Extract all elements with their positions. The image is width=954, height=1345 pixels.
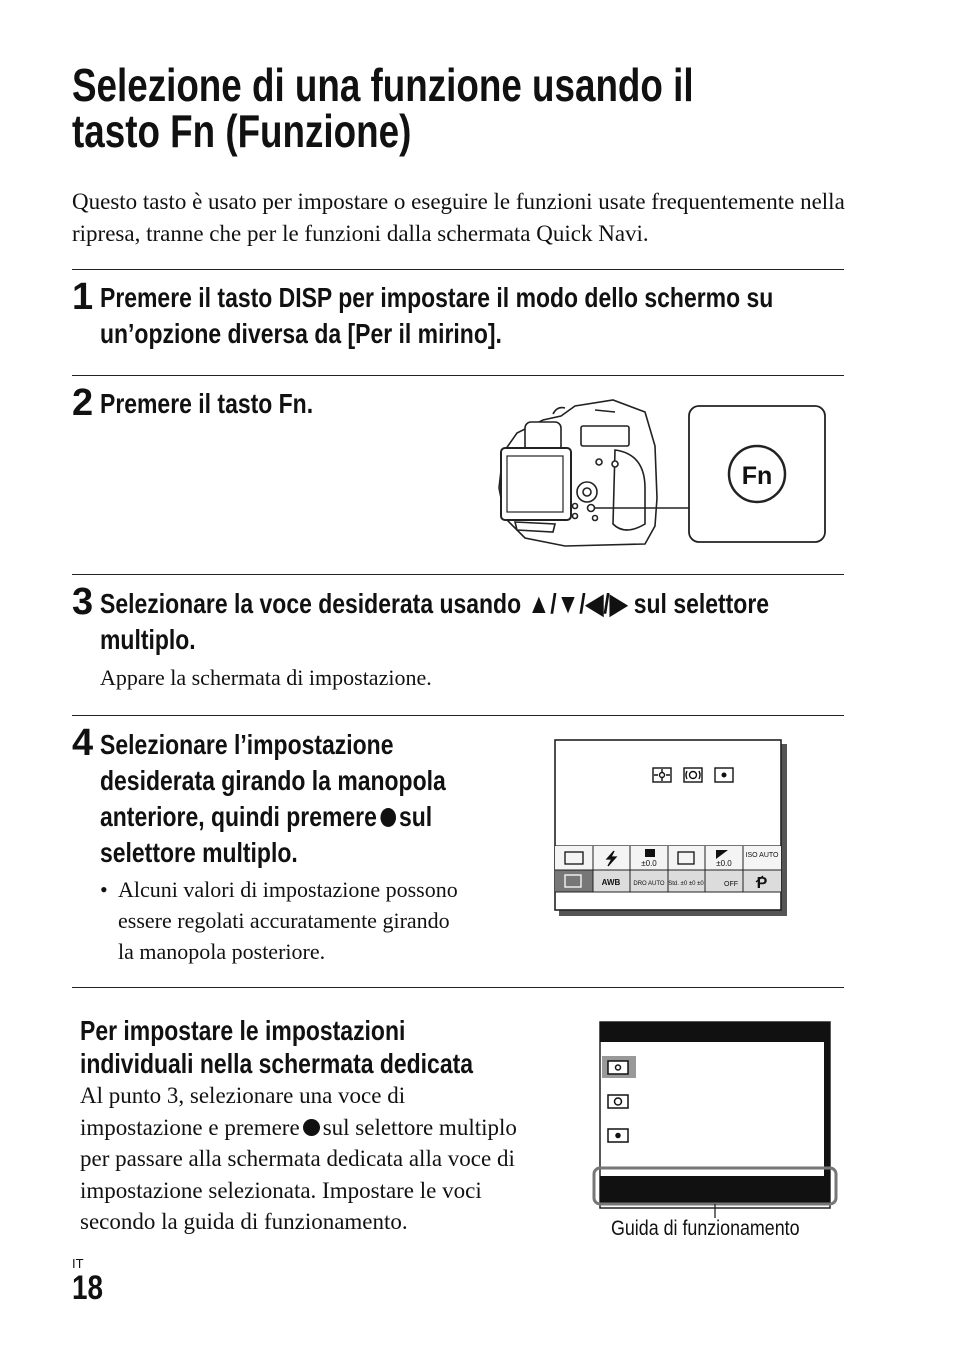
metering-mode-options xyxy=(653,768,733,782)
screen-label-dro: DRO AUTO xyxy=(633,881,665,887)
divider xyxy=(72,987,844,988)
step-3-line-1: Selezionare la voce desiderata usando ▲/▼/◀/▶ sul selettore xyxy=(100,588,770,619)
step-4-text xyxy=(100,727,446,871)
camera-top-panel xyxy=(581,426,629,446)
divider xyxy=(72,715,844,716)
screen-label-mode: P xyxy=(756,875,768,892)
page-title-line-2: tasto Fn (Funzione) xyxy=(72,105,412,157)
step-4-bullet: Alcuni valori di impostazione possono essere regolati accuratamente girando la manopola posteriore. xyxy=(118,877,458,964)
page-title-line-1: Selezione di una funzione usando il xyxy=(72,59,694,111)
divider xyxy=(72,574,844,575)
step-3-text xyxy=(100,586,769,658)
step-4-line-3: anteriore, quindi premere sul xyxy=(100,801,433,832)
language-code: IT xyxy=(72,1256,84,1271)
step-4-line-2: desiderata girando la manopola xyxy=(100,765,446,796)
step-3-line-2: multiplo. xyxy=(100,624,196,655)
step-4-line-1: Selezionare l’impostazione xyxy=(100,729,394,760)
divider xyxy=(72,269,844,270)
subsection-heading: Per impostare le impostazioni individuali nella schermata dedicata xyxy=(80,1015,474,1079)
screen-label-exposure-flash: ±0.0 xyxy=(641,859,657,868)
fn-settings-screen xyxy=(553,738,789,918)
step-1-text xyxy=(100,280,773,352)
step-1-number: 1 xyxy=(72,276,94,318)
page-title xyxy=(72,59,694,157)
step-3-number: 3 xyxy=(72,581,94,623)
page-number: 18 xyxy=(72,1269,104,1307)
subsection-body: Al punto 3, selezionare una voce di impostazione e premere sul selettore multiplo per passare alla schermata dedicata alla voce di impostazione selezionata. Impostare le voci secondo la guida di funzionamento. xyxy=(80,1083,517,1234)
operation-guide-caption: Guida di funzionamento xyxy=(611,1217,800,1240)
dedicated-screen xyxy=(590,1018,842,1218)
fn-button-label: Fn xyxy=(741,462,773,490)
step-4-line-4: selettore multiplo. xyxy=(100,837,298,868)
fn-button-on-camera xyxy=(588,505,595,512)
step-2-text: Premere il tasto Fn. xyxy=(100,388,314,419)
divider xyxy=(72,375,844,376)
screen-label-exposure: ±0.0 xyxy=(716,859,732,868)
step-1-line-2: un’opzione diversa da [Per il mirino]. xyxy=(100,318,502,349)
step-3-note: Appare la schermata di impostazione. xyxy=(100,665,432,690)
center-button-icon xyxy=(380,808,396,827)
camera-illustration xyxy=(495,398,835,550)
intro-paragraph: Questo tasto è usato per impostare o eseguire le funzioni usate frequentemente nella ripresa, tranne che per le funzioni dalla schermata Quick Navi. xyxy=(72,189,845,246)
screen-label-awb: AWB xyxy=(601,878,621,887)
screen-label-style: Std. ±0 ±0 ±0 xyxy=(668,881,704,887)
step-4-number: 4 xyxy=(72,722,94,764)
screen-label-off: OFF xyxy=(724,881,738,888)
screen-label-iso: ISO AUTO xyxy=(745,852,779,859)
center-button-icon xyxy=(303,1119,320,1136)
step-2-number: 2 xyxy=(72,382,94,424)
step-4-bullet-mark: • xyxy=(100,877,108,902)
step-1-line-1: Premere il tasto DISP per impostare il modo dello schermo su xyxy=(100,282,774,313)
